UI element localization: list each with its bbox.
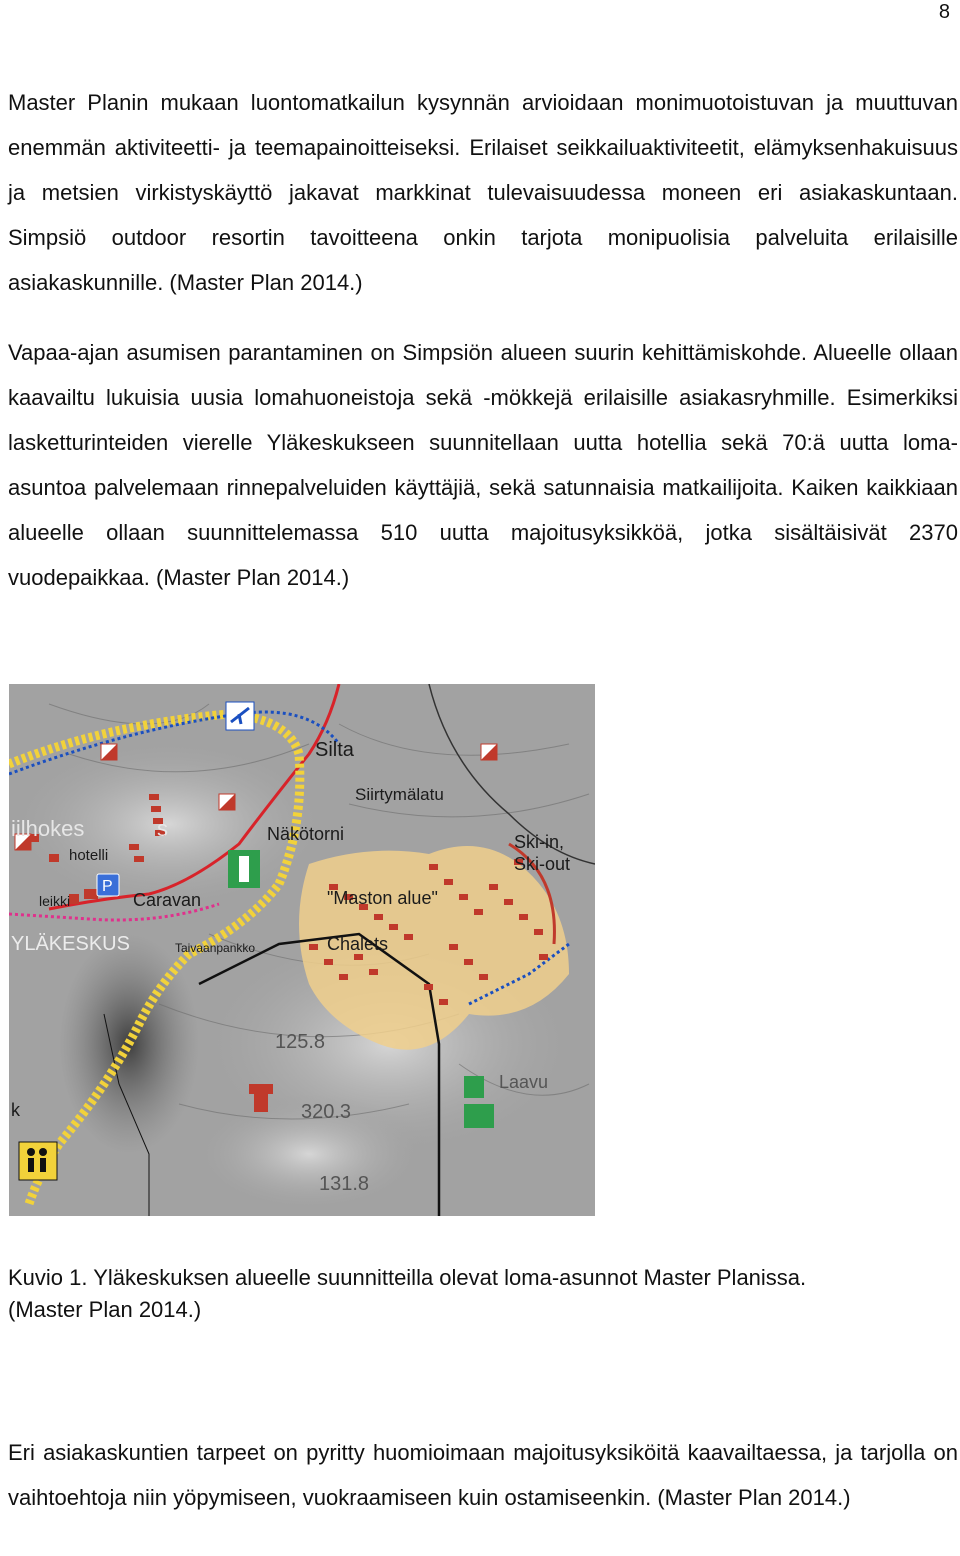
paragraph-3: Eri asiakaskuntien tarpeet on pyritty huomioimaan majoitusyksiköitä kaavailtaessa, ja tarjolla on vaihtoehtoja niin yöpymiseen, vuokraamiseen kuin ostamiseenkin. (Master Plan 2014.) [8,1440,958,1510]
label-silta: Silta [315,739,354,761]
label-ski-in: Ski-in, [514,832,565,852]
label-leikki: leikki [39,893,71,909]
label-nakotorni: Näkötorni [267,824,345,844]
label-ylakeskus: YLÄKESKUS [11,933,130,955]
label-ilhokes-end: s [157,816,168,841]
label-siirtymalatu: Siirtymälatu [355,785,444,804]
label-k: k [11,1100,20,1120]
page-number: 8 [938,1,950,23]
paragraph-1: Master Planin mukaan luontomatkailun kysynnän arvioidaan monimuotoistuvan ja muuttuvan enemmän aktiviteetti- ja teemapainoitteiseksi. Erilaiset seikkailuaktiviteetit, elämyksenhakuisuus ja metsien virkistyskäyttö jakavat markkinat tulevaisuudessa moneen eri asiakaskuntaan. Simpsiö outdoor resortin tavoitteena onkin tarjota monipuolisia palveluita erilaisille asiakaskunnille. (Master Plan 2014.) [8,90,958,295]
label-ski-out: Ski-out [514,854,571,874]
label-chalets: Chalets [327,934,389,954]
label-ilhokes: iilhokes [11,816,85,841]
label-131-8: 131.8 [319,1173,370,1195]
caption-line-2: (Master Plan 2014.) [8,1297,202,1322]
label-hotelli: hotelli [69,847,109,864]
label-maston-alue: "Maston alue" [327,888,438,908]
label-laavu: Laavu [499,1072,549,1092]
label-125-8: 125.8 [275,1031,326,1053]
label-caravan: Caravan [133,890,202,910]
master-plan-map [9,684,595,1216]
label-taivaanpankko: Taivaanpankko [175,941,256,955]
figure-caption [8,1262,958,1326]
caption-line-1: Kuvio 1. Yläkeskuksen alueelle suunnitteilla olevat loma-asunnot Master Planissa. [8,1265,807,1290]
paragraph-2: Vapaa-ajan asumisen parantaminen on Simpsiön alueen suurin kehittämiskohde. Alueelle ollaan kaavailtu lukuisia uusia lomahuoneistoja sekä -mökkejä erilaisille asiakasryhmille. Esimerkiksi lasketturinteiden vierelle Yläkeskukseen suunnitellaan uutta hotellia sekä 70:ä uutta loma-asuntoa palvelemaan rinnepalveluiden käyttäjiä, sekä satunnaisia matkailijoita. Kaiken kaikkiaan alueelle ollaan suunnittelemassa 510 uutta majoitusyksikköä, jotka sisältäisivät 2370 vuodepaikkaa. (Master Plan 2014.) [8,340,958,590]
map-svg [9,684,595,1216]
label-parking: P [102,878,113,895]
label-320-3: 320.3 [301,1101,352,1123]
